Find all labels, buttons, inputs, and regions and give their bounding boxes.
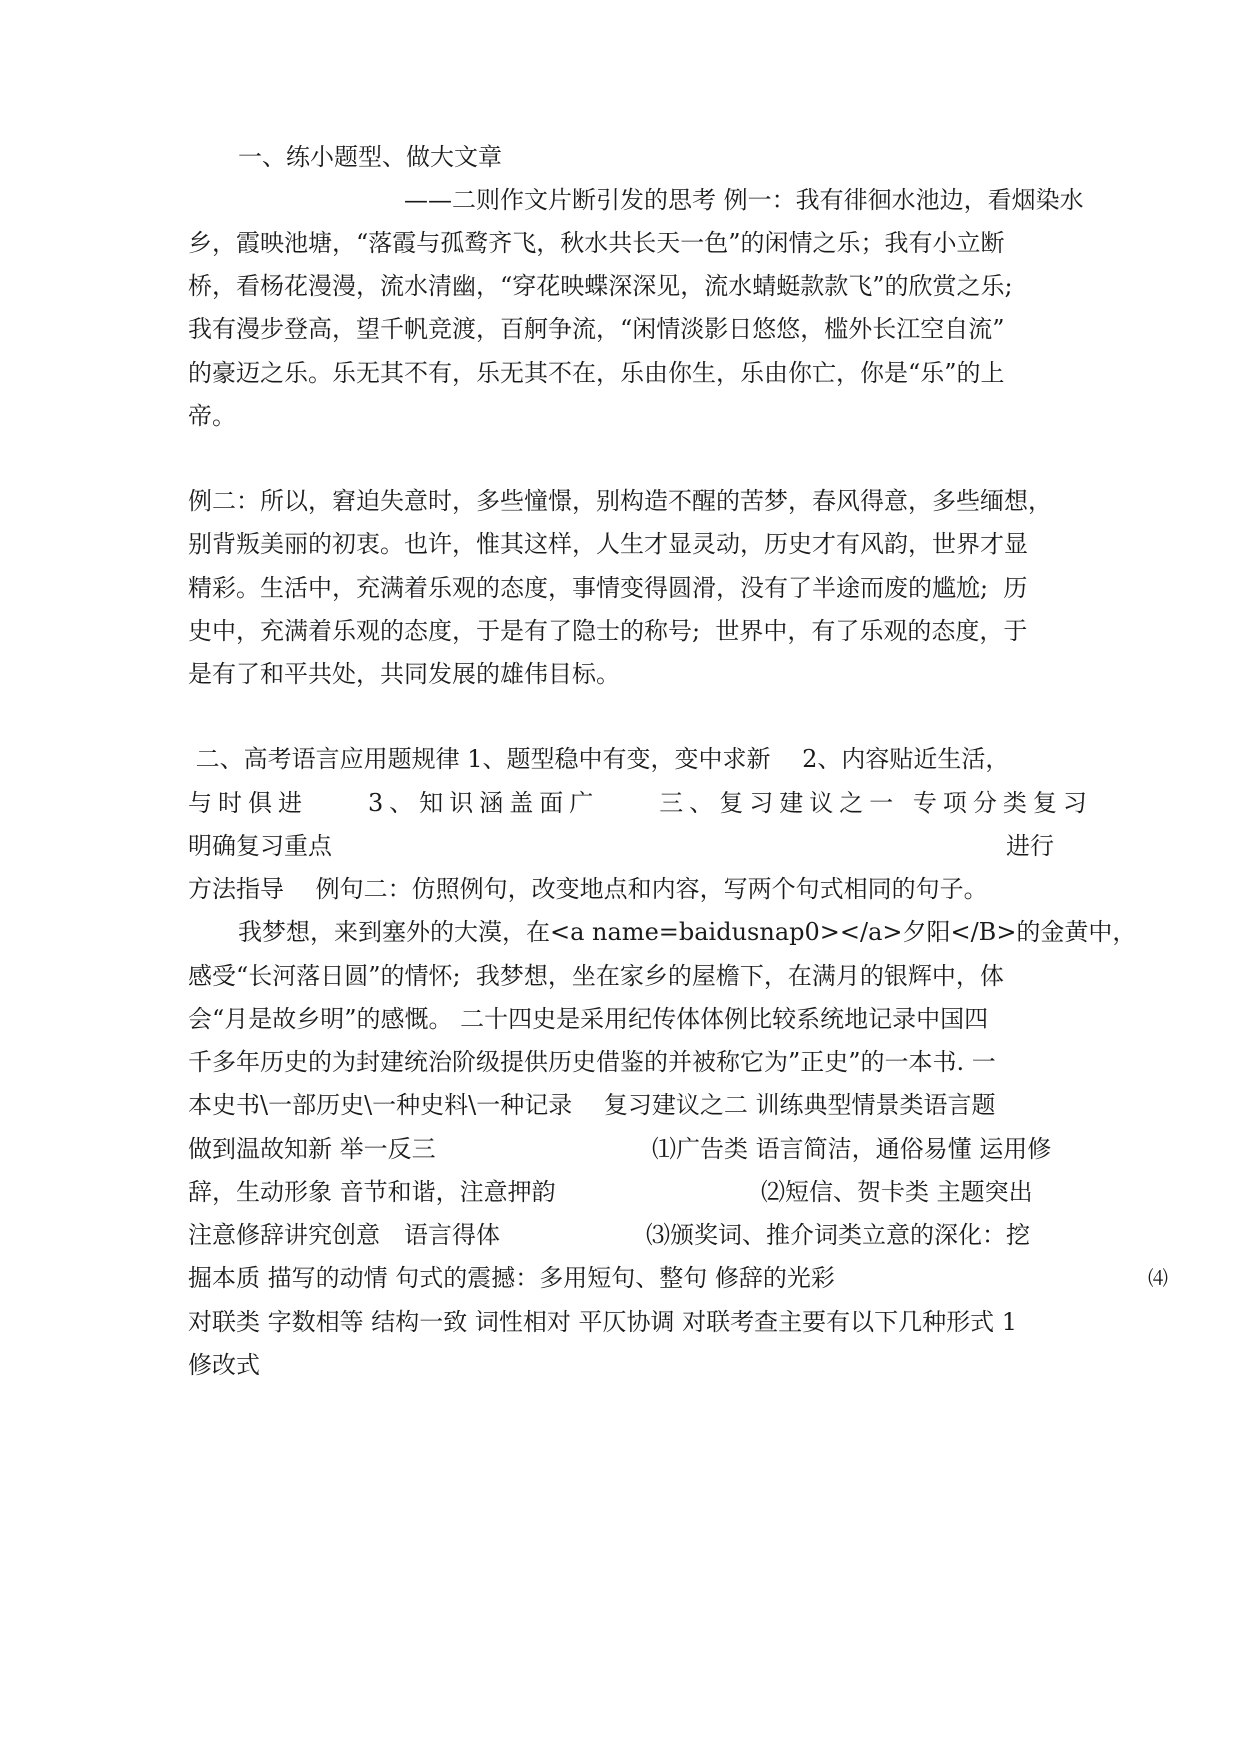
section2-line: 进行 xyxy=(1006,832,1054,860)
example1-line: 桥，看杨花漫漫，流水清幽，“穿花映蝶深深见，流水蜻蜓款款飞”的欣赏之乐; xyxy=(188,272,1013,300)
example1-line: 的豪迈之乐。乐无其不有，乐无其不在，乐由你生，乐由你亡，你是“乐”的上 xyxy=(188,359,1005,387)
example2-line: 例二：所以，窘迫失意时，多些憧憬，别构造不醒的苦梦，春风得意，多些缅想， xyxy=(188,487,1052,515)
section2-line: 会“月是故乡明”的感慨。 二十四史是采用纪传体体例比较系统地记录中国四 xyxy=(188,1005,989,1033)
section2-line: 对联类 字数相等 结构一致 词性相对 平仄协调 对联考查主要有以下几种形式 1 xyxy=(188,1308,1018,1336)
example2-line: 别背叛美丽的初衷。也许，惟其这样，人生才显灵动，历史才有风韵，世界才显 xyxy=(188,530,1028,558)
section2-line: ⑶颁奖词、推介词类立意的深化：挖 xyxy=(646,1221,1030,1249)
section2-line: 感受“长河落日圆”的情怀; 我梦想，坐在家乡的屋檐下，在满月的银辉中，体 xyxy=(188,962,1004,990)
section2-line: 注意修辞讲究创意 语言得体 xyxy=(188,1221,500,1249)
example1-line: 乡，霞映池塘，“落霞与孤鹜齐飞，秋水共长天一色”的闲情之乐；我有小立断 xyxy=(188,229,1005,257)
section2-line: 与时俱进 3、知识涵盖面广 三、复习建议之一 专项分类复习 xyxy=(188,789,1093,817)
example2-line: 是有了和平共处，共同发展的雄伟目标。 xyxy=(188,660,620,688)
section2-line: 方法指导 例句二：仿照例句，改变地点和内容，写两个句式相同的句子。 xyxy=(188,875,988,903)
section2-line: 千多年历史的为封建统治阶级提供历史借鉴的并被称它为”正史”的一本书. 一 xyxy=(188,1048,996,1076)
section2-line: 二、高考语言应用题规律 1、题型稳中有变，变中求新 2、内容贴近生活， xyxy=(188,745,1010,773)
section2-line: 明确复习重点 xyxy=(188,832,332,860)
section2-line: 掘本质 描写的动情 句式的震撼：多用短句、整句 修辞的光彩 xyxy=(188,1264,835,1292)
example1-line: 我有漫步登高，望千帆竞渡，百舸争流，“闲情淡影日悠悠，槛外长江空自流” xyxy=(188,315,1005,343)
section1-heading: 一、练小题型、做大文章 xyxy=(238,143,502,171)
section2-line: ⑷ xyxy=(1148,1266,1168,1290)
section2-line: ⑴广告类 语言简洁，通俗易懂 运用修 xyxy=(652,1135,1052,1163)
example1-line: 帝。 xyxy=(188,402,236,430)
section2-line: 修改式 xyxy=(188,1351,260,1379)
section1-subheading: ——二则作文片断引发的思考 例一：我有徘徊水池边，看烟染水 xyxy=(404,186,1084,214)
example2-line: 史中，充满着乐观的态度，于是有了隐士的称号; 世界中，有了乐观的态度，于 xyxy=(188,617,1028,645)
section2-line: ⑵短信、贺卡类 主题突出 xyxy=(761,1178,1033,1206)
section2-line: 做到温故知新 举一反三 xyxy=(188,1135,436,1163)
section2-line: 我梦想，来到塞外的大漠，在<a name=baidusnap0></a>夕阳</B>的金黄中， xyxy=(238,918,1137,946)
section2-line: 辞，生动形象 音节和谐，注意押韵 xyxy=(188,1178,556,1206)
example2-line: 精彩。生活中，充满着乐观的态度，事情变得圆滑，没有了半途而废的尴尬; 历 xyxy=(188,574,1028,602)
section2-line: 本史书\一部历史\一种史料\一种记录 复习建议之二 训练典型情景类语言题 xyxy=(188,1091,996,1119)
